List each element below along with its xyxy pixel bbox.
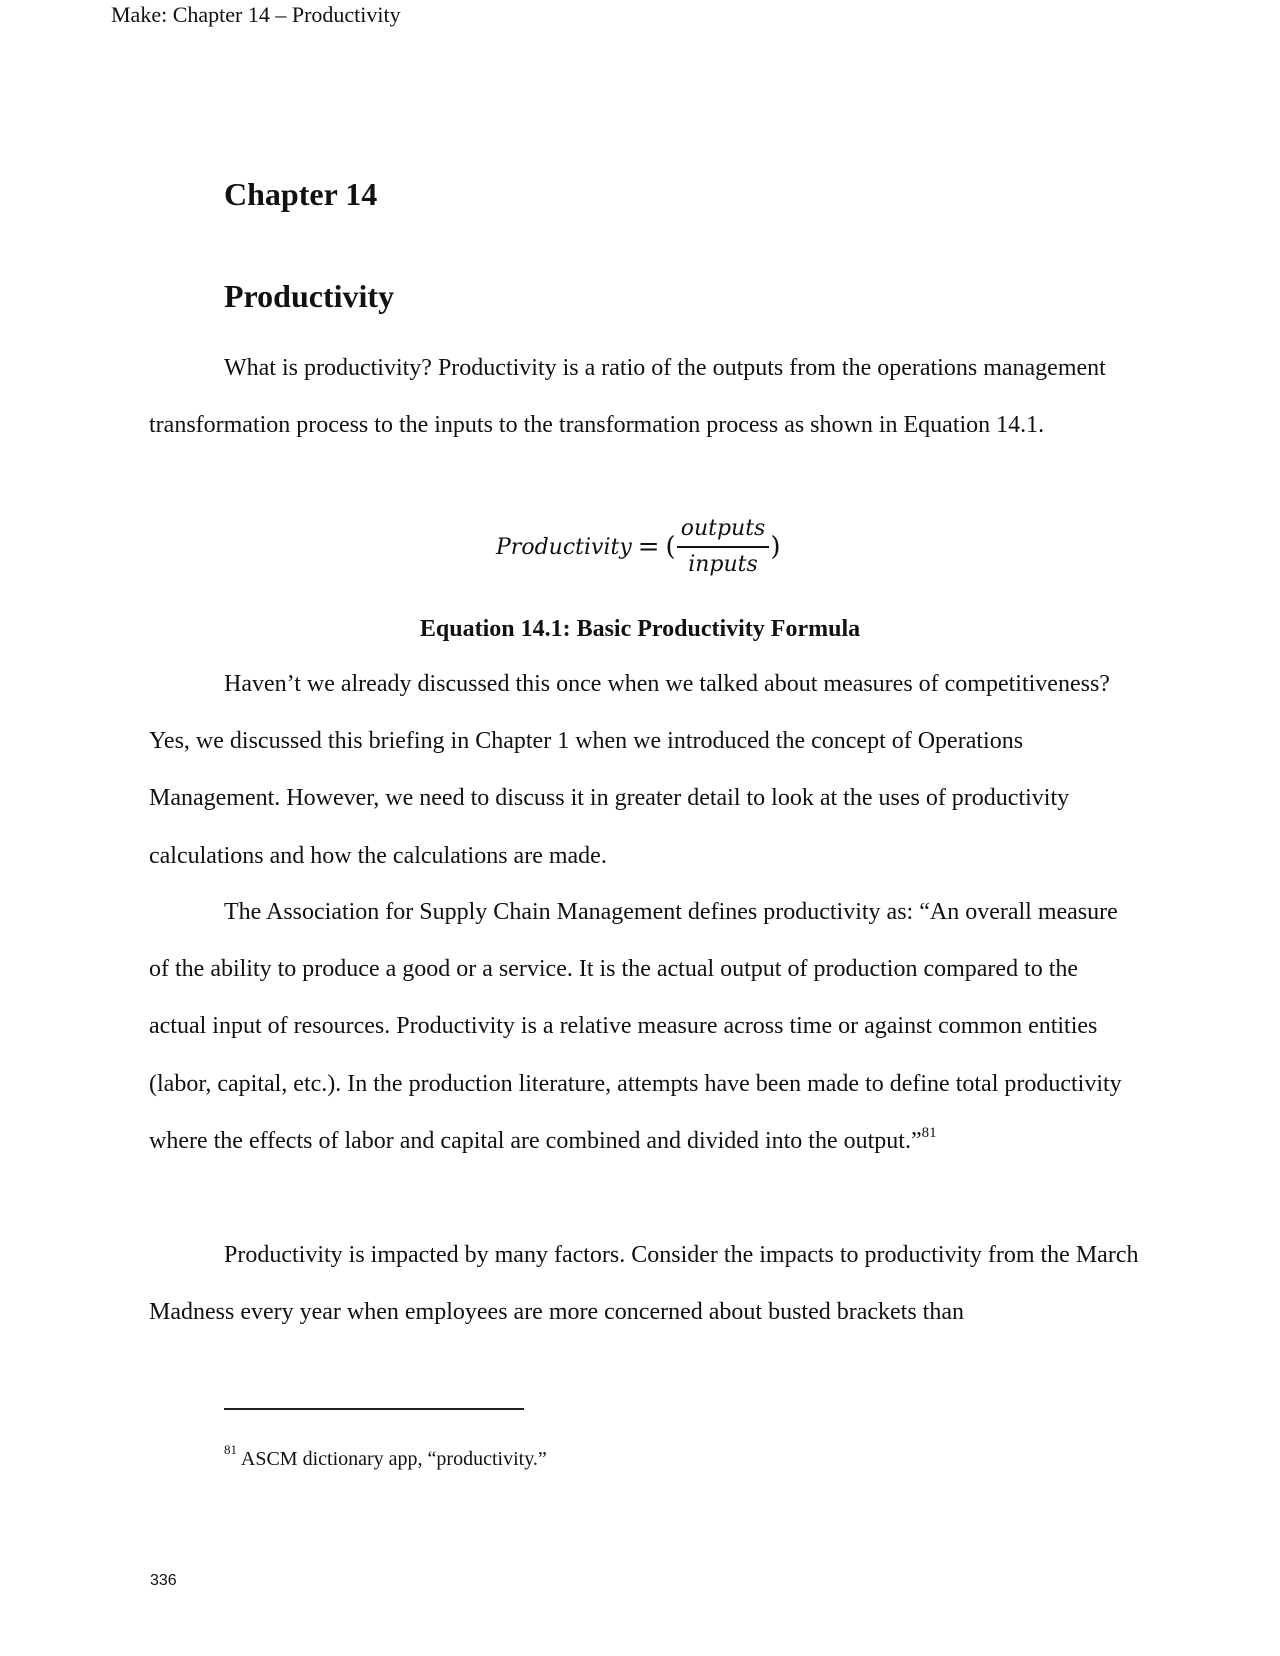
equation-numerator: outputs	[677, 514, 770, 548]
equation-caption: Equation 14.1: Basic Productivity Formula	[419, 616, 861, 642]
equation-lhs: Productivity	[496, 534, 632, 560]
footnote-text: ASCM dictionary app, “productivity.”	[237, 1448, 547, 1470]
paragraph-definition: What is productivity? Productivity is a ratio of the outputs from the operations management transformation process to the inputs to the transformation process as shown in Equation 14.1.	[149, 355, 1106, 439]
equation-open-paren: (	[665, 532, 676, 562]
equation-equals: =	[637, 532, 660, 562]
equation-close-paren: )	[770, 532, 781, 562]
equation-denominator: inputs	[688, 552, 758, 577]
footnote-number: 81	[224, 1442, 237, 1458]
chapter-title-heading: Productivity	[224, 278, 395, 314]
paragraph-ascm-text: The Association for Supply Chain Management defines productivity as: “An overall measure of the ability to produce a good or a service. It is the actual output of production compared to the actual input of resources. Productivity is a relative measure across time or against common entities (labor, capital, etc.). In the production literature, attempts have been made to define total productivity where the effects of labor and capital are combined and divided into the output.”	[149, 899, 1122, 1154]
chapter-number-heading: Chapter 14	[224, 176, 378, 212]
equation-fraction	[677, 514, 770, 580]
footnote-separator	[224, 1408, 524, 1410]
productivity-equation	[496, 512, 781, 582]
page-number: 336	[150, 1572, 177, 1589]
footnote-reference[interactable]: 81	[921, 1124, 937, 1141]
paragraph-competitiveness: Haven’t we already discussed this once when we talked about measures of competitiveness? Yes, we discussed this briefing in Chapter 1 when we introduced the concept of Operations Management. However, we need to discuss it in greater detail to look at the uses of productivity calculations and how the calculations are made.	[149, 671, 1110, 869]
paragraph-factors: Productivity is impacted by many factors. Consider the impacts to productivity from the March Madness every year when employees are more concerned about busted brackets than	[149, 1242, 1139, 1326]
footnote	[224, 1442, 547, 1472]
running-header: Make: Chapter 14 – Productivity	[111, 2, 401, 27]
paragraph-ascm-definition	[149, 884, 1139, 1170]
